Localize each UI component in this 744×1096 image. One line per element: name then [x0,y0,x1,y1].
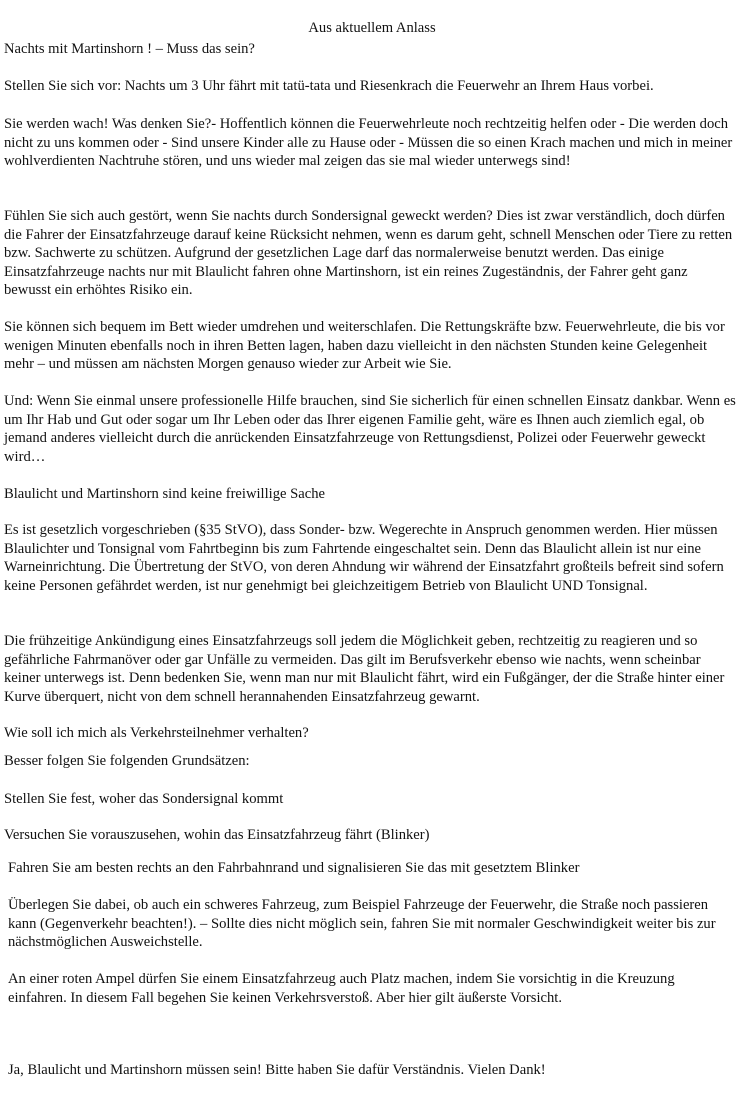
paragraph-law: Es ist gesetzlich vorgeschrieben (§35 StVO), dass Sonder- bzw. Wegerechte in Anspruch genommen werden. Hier müssen Blaulichter und Tonsignal vom Fahrtbeginn bis zum Fahrtende eingeschaltet sein. Denn das Blaulicht allein ist nur eine Warneinrichtung. Die Übertretung der StVO, von deren Ahndung wir während der Einsatzfahrt großteils befreit sind sofern keine Personen gefährdet werden, ist nur genehmigt bei gleichzeitigem Betrieb von Blaulicht UND Tonsignal. [4,522,724,594]
paragraph-sleep: Sie können sich bequem im Bett wieder umdrehen und weiterschlafen. Die Rettungskräfte bzw. Feuerwehrleute, die bis vor wenigen Minuten ebenfalls noch in ihren Betten lagen, haben dazu vielleicht in den nächsten Stunden keine Gelegenheit mehr – und müssen am nächsten Morgen genauso wieder zur Arbeit wie Sie. [4,319,725,372]
closing-line: Ja, Blaulicht und Martinshorn müssen sein! Bitte haben Sie dafür Verständnis. Vielen Dank! [8,1062,546,1078]
rule-item: An einer roten Ampel dürfen Sie einem Einsatzfahrzeug auch Platz machen, indem Sie vorsichtig in die Kreuzung einfahren. In diesem Fall begehen Sie keinen Verkehrsverstoß. Aber hier gilt äußerste Vorsicht. [8,971,675,1006]
section-heading-behaviour: Wie soll ich mich als Verkehrsteilnehmer verhalten? [4,725,309,741]
paragraph-warning: Die frühzeitige Ankündigung eines Einsatzfahrzeugs soll jedem die Möglichkeit geben, rechtzeitig zu reagieren und so gefährliche Fahrmanöver oder gar Unfälle zu vermeiden. Das gilt im Berufsverkehr ebenso wie nachts, wenn scheinbar keiner unterwegs ist. Denn bedenken Sie, wenn man nur mit Blaulicht fährt, wird ein Fußgänger, der die Straße hinter einer Kurve überquert, nicht von dem schnell herannahenden Einsatzfahrzeug gewarnt. [4,633,725,705]
paragraph-disturbed: Fühlen Sie sich auch gestört, wenn Sie nachts durch Sondersignal geweckt werden? Dies ist zwar verständlich, doch dürfen die Fahrer der Einsatzfahrzeuge darauf keine Rücksicht nehmen, wenn es darum geht, schnell Menschen oder Tiere zu retten bzw. Sachwerte zu schützen. Aufgrund der gesetzlichen Lage darf das normalerweise benutzt werden. Das einige Einsatzfahrzeuge nachts nur mit Blaulicht fahren ohne Martinshorn, ist ein reines Zugeständnis, der Fahrer geht ganz bewusst ein erhöhtes Risiko ein. [4,208,733,298]
paragraph-help: Und: Wenn Sie einmal unsere professionelle Hilfe brauchen, sind Sie sicherlich für einen schnellen Einsatz dankbar. Wenn es um Ihr Hab und Gut oder sogar um Ihr Leben oder das Ihrer eigenen Familie geht, wäre es Ihnen auch ziemlich egal, ob jemand anderes vielleicht durch die anrückenden Einsatzfahrzeuge von Rettungsdienst, Polizei oder Feuerwehr geweckt wird… [4,393,736,465]
document-title: Aus aktuellem Anlass [308,20,436,36]
paragraph-intro: Stellen Sie sich vor: Nachts um 3 Uhr fährt mit tatü-tata und Riesenkrach die Feuerwehr an Ihrem Haus vorbei. [4,78,654,94]
rule-item: Fahren Sie am besten rechts an den Fahrbahnrand und signalisieren Sie das mit gesetztem Blinker [8,860,580,876]
document-heading: Nachts mit Martinshorn ! – Muss das sein? [4,41,255,57]
rules-intro: Besser folgen Sie folgenden Grundsätzen: [4,753,250,769]
rule-item: Stellen Sie fest, woher das Sondersignal kommt [4,791,284,807]
rule-item: Versuchen Sie vorauszusehen, wohin das Einsatzfahrzeug fährt (Blinker) [4,827,430,843]
paragraph-wake: Sie werden wach! Was denken Sie?- Hoffentlich können die Feuerwehrleute noch rechtzeitig helfen oder - Die werden doch nicht zu uns kommen oder - Sind unsere Kinder alle zu Hause oder - Müssen die so einen Krach machen und mich in meiner wohlverdienten Nachtruhe stören, und uns wieder mal zeigen das sie mal wieder unterwegs sind! [4,116,733,169]
section-heading-mandatory: Blaulicht und Martinshorn sind keine freiwillige Sache [4,486,325,502]
rule-item: Überlegen Sie dabei, ob auch ein schweres Fahrzeug, zum Beispiel Fahrzeuge der Feuerwehr, die Straße noch passieren kann (Gegenverkehr beachten!). – Sollte dies nicht möglich sein, fahren Sie mit normaler Geschwindigkeit weiter bis zur nächstmöglichen Ausweichstelle. [8,897,716,950]
